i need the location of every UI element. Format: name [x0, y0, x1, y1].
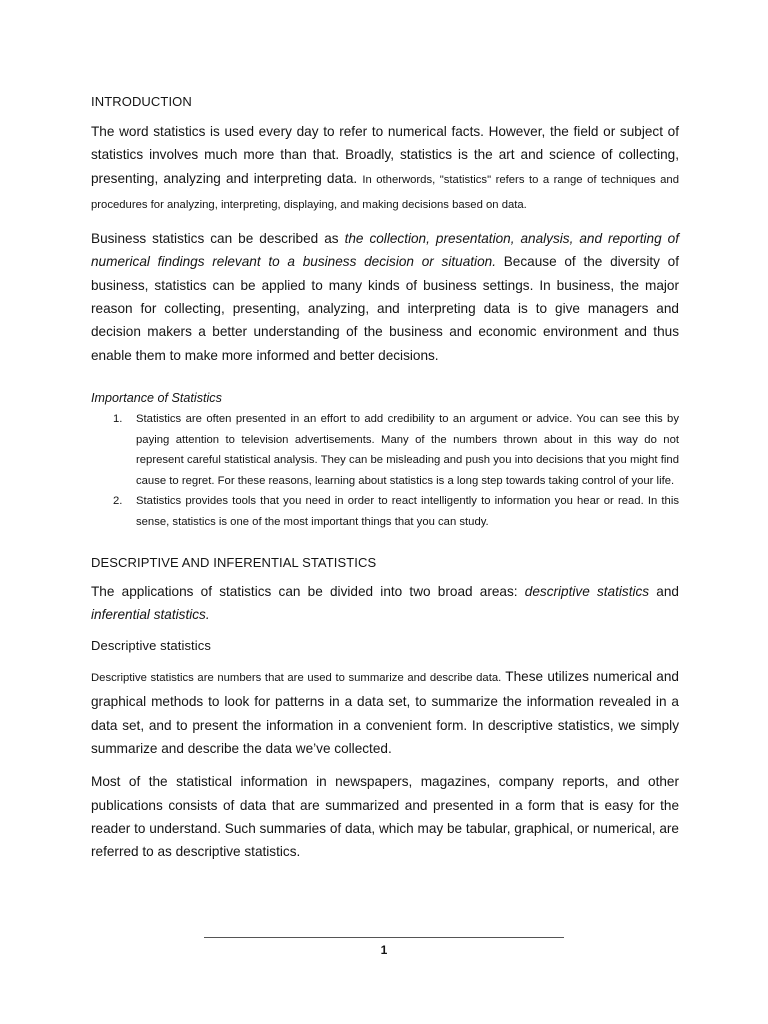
- applications-start: The applications of statistics can be divided into two broad areas:: [91, 583, 525, 599]
- inferential-term: inferential statistics.: [91, 606, 210, 622]
- importance-list: [91, 409, 679, 533]
- list-item-text: Statistics are often presented in an effort to add credibility to an argument or advice. You can see this by paying attention to television advertisements. Many of the numbers thrown about in this way do not represent careful statistical analysis. They can be misleading and push you into decisions that you might find cause to regret. For these reasons, learning about statistics is a long step towards taking control of your life.: [136, 412, 679, 487]
- intro-paragraph-2-end: Because of the diversity of business, statistics can be applied to many kinds of business settings. In business, the major reason for collecting, presenting, analyzing, and interpreting data is to give managers and decision makers a better understanding of the business and economic environment and thus enable them to make more informed and better decisions.: [91, 254, 680, 363]
- intro-paragraph-1-main: The word statistics is used every day to refer to numerical facts. However, the field or subject of statistics involves much more than that. Broadly, statistics is the art and science of collecting, presenting, analyzing and interpreting data.: [91, 124, 679, 186]
- descriptive-term: descriptive statistics: [524, 583, 650, 599]
- list-item: [91, 491, 679, 532]
- descriptive-inferential-heading: DESCRIPTIVE AND INFERENTIAL STATISTICS: [91, 554, 377, 570]
- list-item: [91, 409, 679, 491]
- intro-paragraph-1-small: In otherwords, "statistics" refers to a range of techniques and procedures for analyzing, interpreting, displaying, and making decisions based on data.: [91, 173, 679, 211]
- list-item-number: 1.: [113, 412, 123, 425]
- descriptive-paragraph-1-small: Descriptive statistics are numbers that are used to summarize and describe data.: [91, 672, 502, 685]
- intro-paragraph-2-start: Business statistics can be described as: [91, 231, 345, 247]
- descriptive-paragraph-2: Most of the statistical information in newspapers, magazines, company reports, and other publications consists of data that are summarized and presented in a form that is easy for the reader to understand. Such summaries of data, which may be tabular, graphical, or numerical, are referred to as descriptive statistics.: [91, 774, 679, 860]
- list-item-text: Statistics provides tools that you need in order to react intelligently to information you hear or read. In this sense, statistics is one of the most important things that you can study.: [136, 495, 679, 528]
- applications-paragraph: [91, 580, 679, 627]
- page-content: [91, 94, 679, 864]
- introduction-heading: INTRODUCTION: [91, 94, 192, 109]
- importance-heading: Importance of Statistics: [91, 390, 222, 405]
- descriptive-paragraph-1: [91, 665, 679, 760]
- intro-paragraph-2-italic: the collection, presentation, analysis, and reporting of numerical findings relevant to a business decision or situation.: [91, 231, 679, 270]
- footer-divider: [204, 937, 564, 938]
- applications-mid: and: [649, 583, 679, 599]
- intro-paragraph-2: [91, 227, 679, 367]
- page-number: 1: [380, 943, 388, 957]
- descriptive-subheading: Descriptive statistics: [91, 638, 211, 654]
- list-item-number: 2.: [113, 495, 123, 508]
- intro-paragraph-1: [91, 120, 679, 217]
- descriptive-paragraph-1-main: These utilizes numerical and graphical methods to look for patterns in a data set, to summarize the information revealed in a data set, and to present the information in a convenient form. In descriptive statistics, we simply summarize and describe the data we’ve collected.: [91, 669, 679, 757]
